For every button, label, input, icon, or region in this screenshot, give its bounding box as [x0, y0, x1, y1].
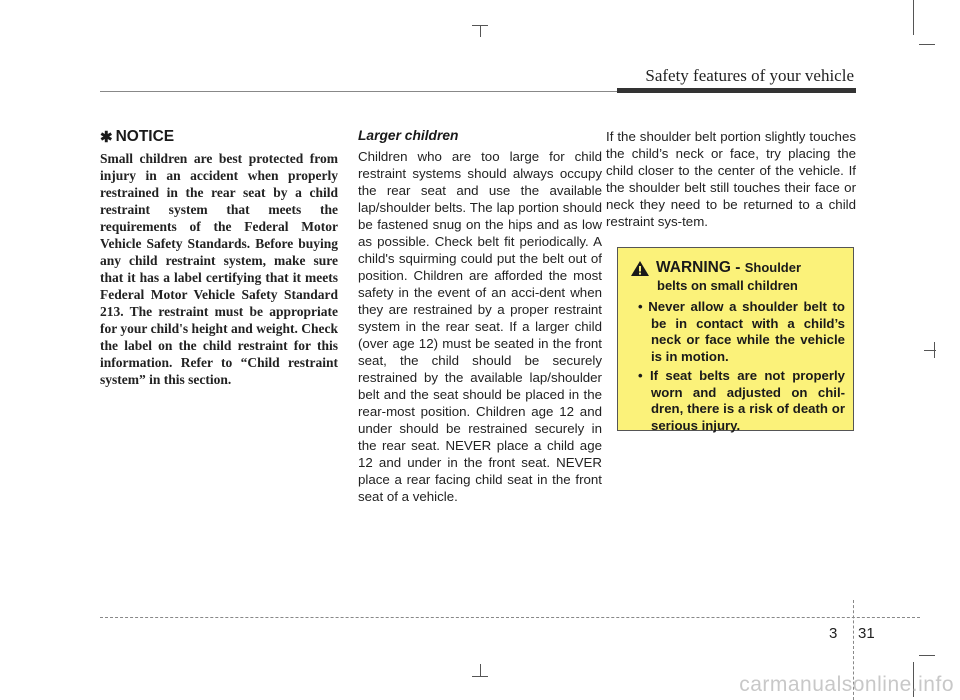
warning-item: • Never allow a shoulder belt to be in contact with a child’s neck or face while the vehicle is in motion. [638, 299, 845, 364]
crop-mark-top-center-v [480, 25, 481, 37]
shoulder-belt-section [606, 128, 856, 230]
crop-mark-top-right-h [919, 44, 935, 45]
warning-title-label: WARNING - [656, 259, 741, 276]
footer-rule [100, 617, 920, 618]
notice-heading-text: NOTICE [115, 128, 175, 145]
page-number: 31 [858, 625, 875, 642]
warning-title-sub: Shoulder [744, 260, 802, 275]
warning-triangle-icon [630, 260, 650, 277]
warning-item: • If seat belts are not properly worn and adjusted on chil-dren, there is a risk of death or serious injury. [638, 368, 845, 433]
warning-list [630, 299, 845, 434]
warning-box [617, 247, 854, 431]
larger-children-section [358, 128, 602, 505]
watermark-text: carmanualsonline.info [739, 673, 954, 696]
crop-mark-bottom-center-h [472, 676, 488, 677]
larger-children-heading: Larger children [358, 128, 459, 143]
warning-title-row [630, 259, 845, 277]
notice-section [100, 128, 338, 388]
header-rule-accent [617, 88, 856, 93]
crop-mark-bottom-center-v [480, 664, 481, 676]
notice-body: Small children are best protected from injury in an accident when properly restrained in the rear seat by a child restraint system that meets the requirements of the Federal Motor Vehicle Safety Standards. Before buying any child restraint system, make sure that it has a label certifying that it meets Federal Motor Vehicle Safety Standard 213. The restraint must be appropriate for your child's height and weight. Check the label on the child restraint for this information. Refer to “Child restraint system” in this section. [100, 151, 338, 387]
notice-star-icon: ✱ [100, 129, 113, 146]
notice-heading [100, 128, 338, 146]
page-header-title: Safety features of your vehicle [645, 66, 854, 85]
crop-mark-top-right-v [913, 0, 914, 35]
crop-mark-right-center-h [924, 350, 936, 351]
larger-children-body: Children who are too large for child restraint systems should always occupy the rear seat and use the available lap/shoulder belts. The lap portion should be fastened snug on the hips and as low as possible. Check belt fit periodically. A child's squirming could put the belt out of position. Children are afforded the most safety in the event of an acci-dent when they are restrained by a proper restraint system in the rear seat. If a larger child (over age 12) must be seated in the front seat, the child should be securely restrained by the available lap/shoulder belt and the seat should be placed in the rear-most position. Children age 12 and under should be restrained securely in the rear seat. NEVER place a child age 12 and under in the front seat. NEVER place a rear facing child seat in the front seat of a vehicle. [358, 149, 602, 504]
warning-title [656, 259, 801, 277]
warning-title-line2: belts on small children [657, 278, 798, 293]
crop-mark-bottom-right-h [919, 655, 935, 656]
shoulder-belt-body: If the shoulder belt portion slightly touches the child’s neck or face, try placing the child closer to the center of the vehicle. If the shoulder belt still touches their face or neck they need to be returned to a child restraint sys-tem. [606, 129, 856, 229]
chapter-number: 3 [829, 625, 838, 642]
